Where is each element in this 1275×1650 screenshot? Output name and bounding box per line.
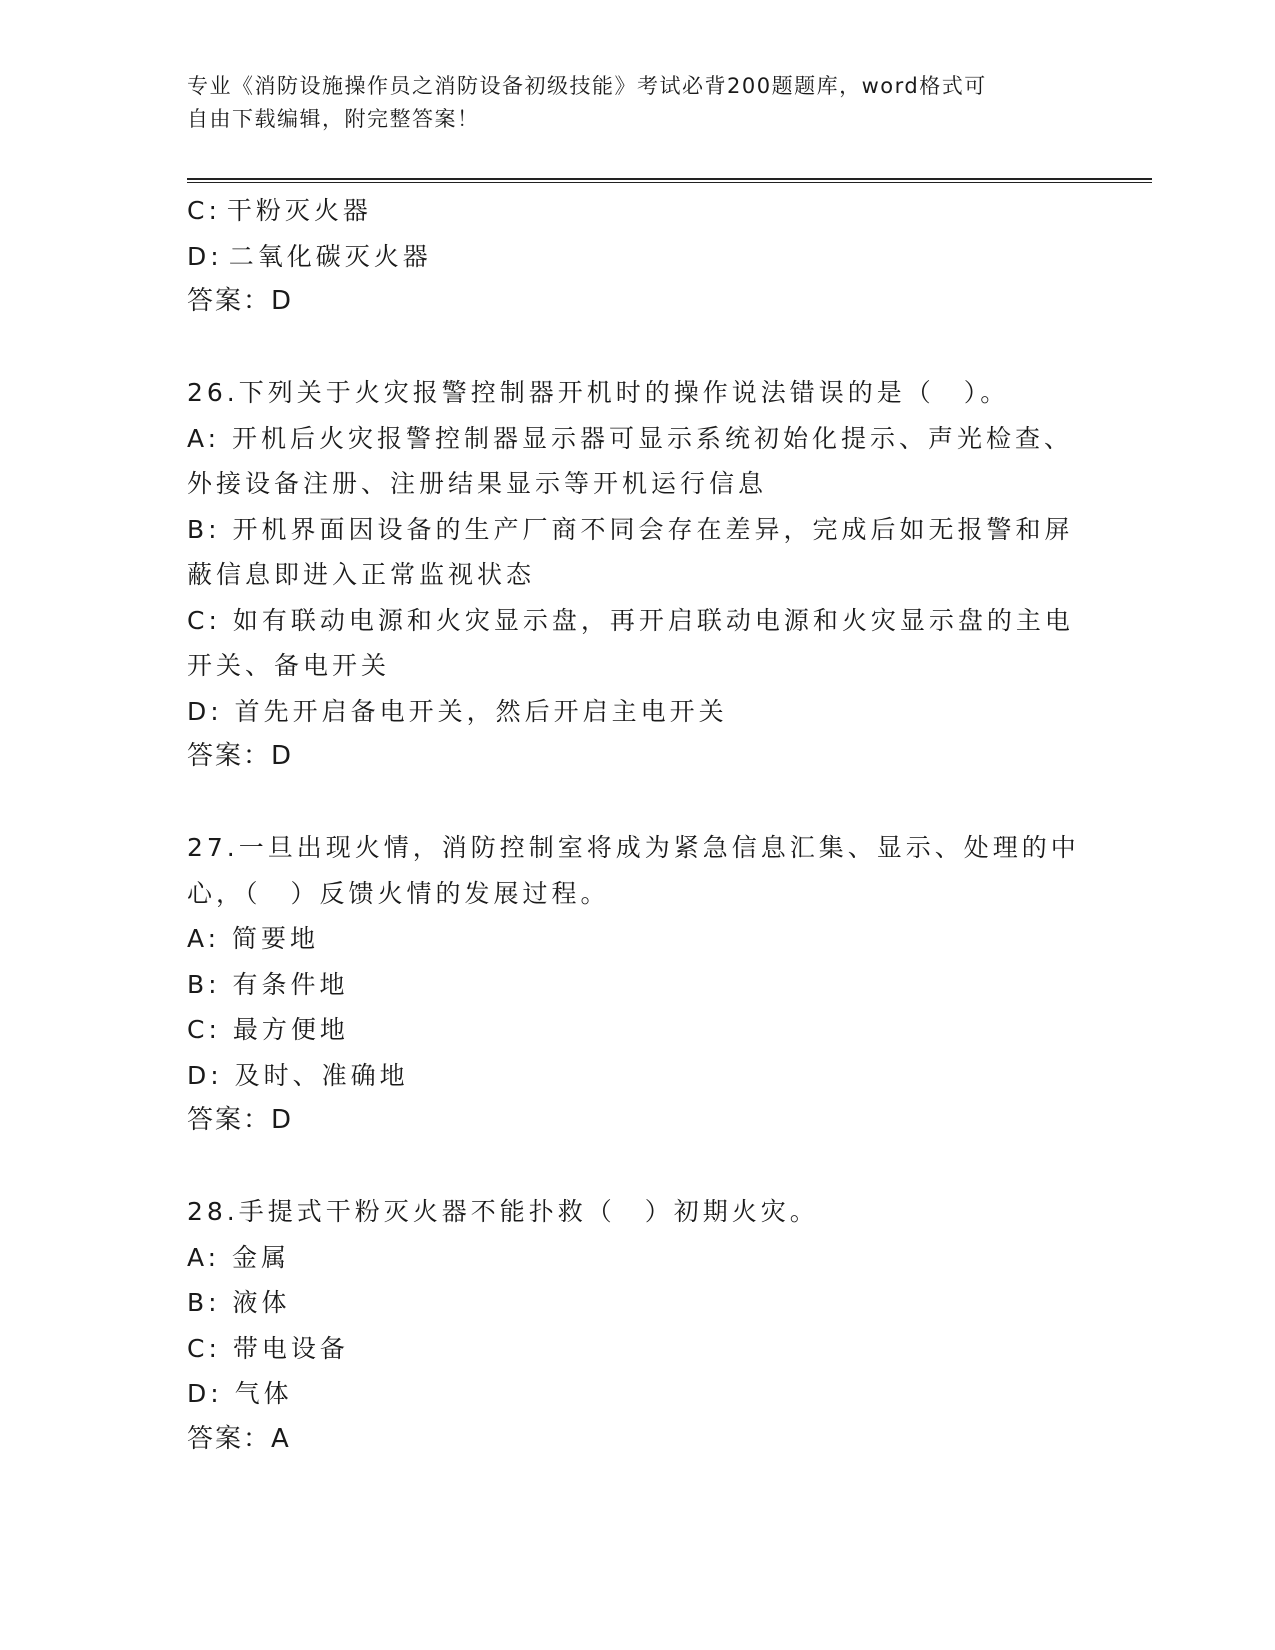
q27-stem-line-1: 27.一旦出现火情，消防控制室将成为紧急信息汇集、显示、处理的中 xyxy=(187,833,1080,862)
q26-option-a-line-1: A: 开机后火灾报警控制器显示器可显示系统初始化提示、声光检查、 xyxy=(187,423,1074,453)
q27-stem-line-2: 心，（ ）反馈火情的发展过程。 xyxy=(187,878,610,908)
question-content xyxy=(187,188,1080,1462)
header-line-2: 自由下载编辑，附完整答案！ xyxy=(187,107,480,131)
option-text: 干粉灭火器 xyxy=(226,196,372,225)
q27-option-a: A: 简要地 xyxy=(187,924,320,953)
header-divider xyxy=(187,178,1152,183)
q26-option-b-line-1: B: 开机界面因设备的生产厂商不同会存在差异，完成后如无报警和屏 xyxy=(187,514,1074,544)
spacer xyxy=(187,1144,1067,1190)
spacer xyxy=(187,780,1067,826)
option-label: D: xyxy=(187,241,223,271)
q27-answer: 答案：D xyxy=(187,1105,294,1135)
q26-option-c-line-2: 开关、备电开关 xyxy=(187,651,391,680)
q28-stem: 28.手提式干粉灭火器不能扑救（ ）初期火灾。 xyxy=(187,1197,819,1226)
q26-option-a-line-2: 外接设备注册、注册结果显示等开机运行信息 xyxy=(187,469,768,498)
q28-option-b: B: 液体 xyxy=(187,1288,291,1317)
q27-option-d: D: 及时、准确地 xyxy=(187,1060,409,1090)
document-header xyxy=(187,70,1067,136)
header-line-1: 专业《消防设施操作员之消防设备初级技能》考试必背200题题库，word格式可 xyxy=(187,74,987,98)
prev-answer: 答案：D xyxy=(187,286,294,316)
q27-option-b: B: 有条件地 xyxy=(187,969,349,999)
q26-answer: 答案：D xyxy=(187,741,294,771)
q28-answer: 答案：A xyxy=(187,1423,291,1454)
spacer xyxy=(187,325,1067,371)
option-text: 二氧化碳灭火器 xyxy=(228,241,432,271)
q28-option-a: A: 金属 xyxy=(187,1242,291,1272)
q26-option-d: D: 首先开启备电开关，然后开启主电开关 xyxy=(187,696,728,726)
q26-stem: 26.下列关于火灾报警控制器开机时的操作说法错误的是（ ）。 xyxy=(187,378,1010,407)
q28-option-d: D: 气体 xyxy=(187,1379,293,1408)
q26-option-c-line-1: C: 如有联动电源和火灾显示盘，再开启联动电源和火灾显示盘的主电 xyxy=(187,605,1074,635)
q27-option-c: C: 最方便地 xyxy=(187,1015,349,1044)
q26-option-b-line-2: 蔽信息即进入正常监视状态 xyxy=(187,560,536,589)
prev-option-d xyxy=(187,234,1067,280)
option-label: C: xyxy=(187,196,221,225)
prev-option-c xyxy=(187,188,1067,234)
q28-option-c: C: 带电设备 xyxy=(187,1333,349,1363)
